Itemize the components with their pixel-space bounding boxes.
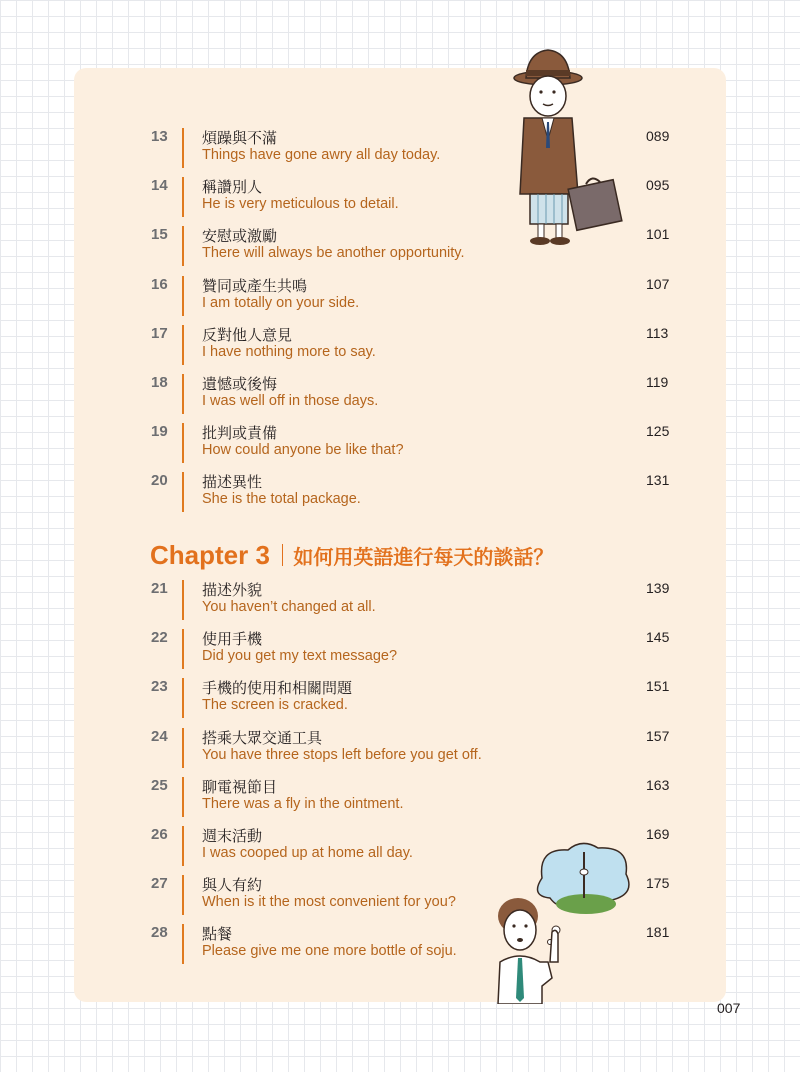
entry-english-sentence: There will always be another opportunity.: [202, 245, 465, 262]
entry-number: 16: [151, 275, 168, 293]
entry-number: 26: [151, 825, 168, 843]
chapter-label: Chapter 3: [150, 539, 270, 570]
toc-entry[interactable]: [74, 421, 726, 470]
entry-number: 19: [151, 423, 168, 441]
toc-entry[interactable]: [74, 372, 726, 421]
toc-entry[interactable]: [74, 274, 726, 323]
toc-entry[interactable]: [74, 126, 726, 175]
entry-chinese-title: 遺憾或後悔: [202, 374, 278, 393]
toc-entry[interactable]: [74, 775, 726, 824]
chapter-heading: [150, 538, 553, 572]
entry-english-sentence: The screen is cracked.: [202, 697, 348, 714]
toc-entry[interactable]: [74, 470, 726, 519]
entry-page-number: 169: [646, 825, 670, 842]
entry-chinese-title: 煩躁與不滿: [202, 129, 278, 147]
entry-divider: [182, 226, 184, 266]
entry-chinese-title: 安慰或激勵: [202, 227, 278, 246]
entry-number: 15: [151, 226, 168, 244]
entry-divider: [182, 678, 184, 718]
entry-english-sentence: Did you get my text message?: [202, 648, 398, 665]
thinking-man-illustration: [490, 838, 636, 1004]
page-number: 007: [717, 1000, 741, 1016]
entry-chinese-title: 描述異性: [202, 473, 263, 492]
entry-divider: [182, 826, 184, 866]
entry-page-number: 113: [646, 324, 669, 341]
entry-divider: [182, 777, 184, 817]
entry-number: 18: [151, 373, 168, 391]
entry-english-sentence: I have nothing more to say.: [202, 343, 376, 360]
entry-chinese-title: 點餐: [202, 925, 233, 944]
entry-chinese-title: 稱讚別人: [202, 178, 263, 197]
entry-number: 13: [151, 128, 168, 145]
entry-chinese-title: 使用手機: [202, 630, 263, 649]
entry-number: 20: [151, 472, 168, 490]
entry-divider: [182, 875, 184, 915]
entry-chinese-title: 描述外貌: [202, 581, 263, 599]
entry-english-sentence: I am totally on your side.: [202, 294, 360, 311]
entry-english-sentence: You have three stops left before you get off.: [202, 746, 482, 763]
entry-chinese-title: 批判或責備: [202, 424, 278, 443]
entry-chinese-title: 聊電視節目: [202, 777, 278, 796]
toc-entry[interactable]: [74, 676, 726, 725]
entry-english-sentence: You haven’t changed at all.: [202, 599, 376, 615]
toc-entry[interactable]: [74, 627, 726, 676]
entry-divider: [182, 629, 184, 669]
entry-number: 27: [151, 875, 168, 893]
entry-divider: [182, 472, 184, 512]
entry-page-number: 139: [646, 580, 670, 596]
entry-page-number: 089: [646, 128, 670, 144]
entry-chinese-title: 週末活動: [202, 826, 263, 845]
entry-page-number: 181: [646, 924, 670, 941]
entry-number: 28: [151, 924, 168, 942]
entry-chinese-title: 搭乘大眾交通工具: [202, 728, 323, 747]
entry-page-number: 119: [646, 373, 669, 390]
entry-number: 21: [151, 580, 168, 597]
entry-page-number: 175: [646, 875, 670, 892]
entry-page-number: 163: [646, 776, 670, 793]
entry-chinese-title: 手機的使用和相關問題: [202, 679, 353, 698]
entry-english-sentence: There was a fly in the ointment.: [202, 795, 404, 812]
entry-number: 23: [151, 678, 168, 696]
chapter-title: 如何用英語進行每天的談話？: [293, 544, 554, 569]
entry-chinese-title: 與人有約: [202, 876, 263, 895]
entry-number: 22: [151, 629, 168, 647]
entry-page-number: 151: [646, 678, 670, 695]
entry-divider: [182, 374, 184, 414]
entry-english-sentence: How could anyone be like that?: [202, 442, 404, 459]
entry-english-sentence: Things have gone awry all day today.: [202, 147, 441, 163]
entry-divider: [182, 177, 184, 217]
entry-number: 17: [151, 324, 168, 342]
toc-entry[interactable]: [74, 175, 726, 224]
entry-divider: [182, 423, 184, 463]
entry-chinese-title: 贊同或產生共鳴: [202, 276, 308, 295]
entry-page-number: 145: [646, 629, 670, 646]
entry-english-sentence: I was well off in those days.: [202, 392, 379, 409]
entry-divider: [182, 128, 184, 168]
entry-english-sentence: He is very meticulous to detail.: [202, 196, 399, 213]
entry-divider: [182, 580, 184, 620]
toc-entry[interactable]: [74, 224, 726, 273]
entry-english-sentence: When is it the most convenient for you?: [202, 894, 456, 911]
entry-divider: [182, 924, 184, 964]
businessman-with-briefcase-illustration: [508, 44, 628, 246]
entry-number: 24: [151, 727, 168, 745]
toc-entry[interactable]: [74, 578, 726, 627]
toc-entry[interactable]: [74, 323, 726, 372]
contents-list-1: [74, 126, 726, 520]
toc-entry[interactable]: [74, 726, 726, 775]
entry-english-sentence: Please give me one more bottle of soju.: [202, 943, 457, 960]
entry-chinese-title: 反對他人意見: [202, 325, 293, 344]
entry-english-sentence: She is the total package.: [202, 491, 361, 508]
chapter-divider: [282, 544, 284, 566]
entry-english-sentence: I was cooped up at home all day.: [202, 844, 413, 861]
entry-page-number: 095: [646, 177, 670, 194]
entry-page-number: 157: [646, 727, 670, 744]
entry-page-number: 131: [646, 472, 670, 489]
entry-divider: [182, 276, 184, 316]
entry-number: 14: [151, 177, 168, 195]
entry-divider: [182, 325, 184, 365]
entry-number: 25: [151, 776, 168, 794]
entry-divider: [182, 728, 184, 768]
entry-page-number: 125: [646, 423, 670, 440]
entry-page-number: 101: [646, 226, 670, 243]
entry-page-number: 107: [646, 275, 670, 292]
